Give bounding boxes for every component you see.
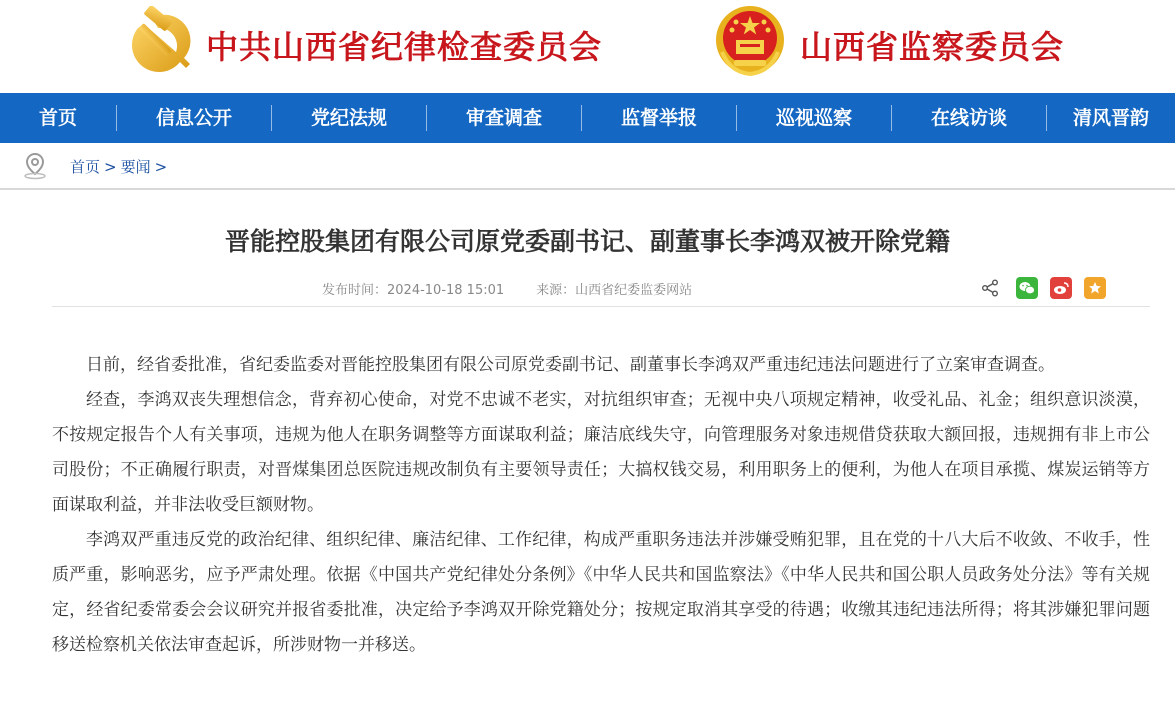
wechat-share-button[interactable] <box>1016 277 1038 299</box>
nav-item-info-disclosure[interactable]: 信息公开 <box>155 107 232 129</box>
share-icon[interactable] <box>981 279 999 297</box>
article-title: 晋能控股集团有限公司原党委副书记、副董事长李鸿双被开除党籍 <box>224 227 950 256</box>
publish-time: 发布时间：2024-10-18 15:01 <box>322 283 505 298</box>
favorite-share-button[interactable] <box>1084 277 1106 299</box>
favorite-icon <box>1088 281 1102 295</box>
hammer-sickle-icon <box>124 6 194 76</box>
breadcrumb <box>70 156 171 177</box>
breadcrumb-news[interactable]: 要闻 <box>120 158 151 176</box>
nav-item-home[interactable]: 首页 <box>38 107 77 129</box>
main-nav <box>0 93 1175 143</box>
weibo-share-button[interactable] <box>1050 277 1072 299</box>
nav-item-investigation[interactable]: 审查调查 <box>465 107 542 129</box>
article-meta <box>322 279 692 298</box>
article-divider <box>52 306 1150 307</box>
breadcrumb-separator: > <box>154 158 168 176</box>
nav-item-inspection[interactable]: 巡视巡察 <box>775 107 852 129</box>
breadcrumb-bar <box>0 143 1175 190</box>
location-pin-icon <box>22 152 48 180</box>
nav-item-report[interactable]: 监督举报 <box>620 107 697 129</box>
article-body <box>52 348 1150 663</box>
article-paragraph: 李鸿双严重违反党的政治纪律、组织纪律、廉洁纪律、工作纪律，构成严重职务违法并涉嫌受贿犯罪，且在党的十八大后不收敛、不收手，性质严重，影响恶劣，应予严肃处理。依据《中国共产党纪律处分条例》《中华人民共和国监察法》《中华人民共和国公职人员政务处分法》等有关规定，经省纪委常委会会议研究并报省委批准，决定给予李鸿双开除党籍处分；按规定取消其享受的待遇；收缴其违纪违法所得；将其涉嫌犯罪问题移送检察机关依法审查起诉，所涉财物一并移送。 <box>52 530 1150 655</box>
nav-item-qingfeng[interactable]: 清风晋韵 <box>1072 107 1149 129</box>
party-committee-title: 中共山西省纪律检查委员会 <box>206 28 603 66</box>
site-header <box>0 0 1175 93</box>
nav-item-regulations[interactable]: 党纪法规 <box>310 107 387 129</box>
breadcrumb-separator: > <box>104 158 117 176</box>
supervision-commission-title: 山西省监察委员会 <box>800 28 1065 66</box>
article-paragraph: 日前，经省委批准，省纪委监委对晋能控股集团有限公司原党委副书记、副董事长李鸿双严重违纪违法问题进行了立案审查调查。 <box>86 355 1055 375</box>
nav-item-online-interview[interactable]: 在线访谈 <box>930 107 1007 129</box>
weibo-icon <box>1053 281 1069 295</box>
wechat-icon <box>1019 281 1035 295</box>
national-emblem-icon <box>712 2 788 78</box>
article-source: 来源：山西省纪委监委网站 <box>536 283 693 298</box>
breadcrumb-home[interactable]: 首页 <box>70 158 101 176</box>
article-paragraph: 经查，李鸿双丧失理想信念，背弃初心使命，对党不忠诚不老实，对抗组织审查；无视中央八项规定精神，收受礼品、礼金；组织意识淡漠，不按规定报告个人有关事项，违规为他人在职务调整等方面谋取利益；廉洁底线失守，向管理服务对象违规借贷获取大额回报，违规拥有非上市公司股份；不正确履行职责，对晋煤集团总医院违规改制负有主要领导责任；大搞权钱交易，利用职务上的便利，为他人在项目承揽、煤炭运销等方面谋取利益，并非法收受巨额财物。 <box>52 390 1150 515</box>
